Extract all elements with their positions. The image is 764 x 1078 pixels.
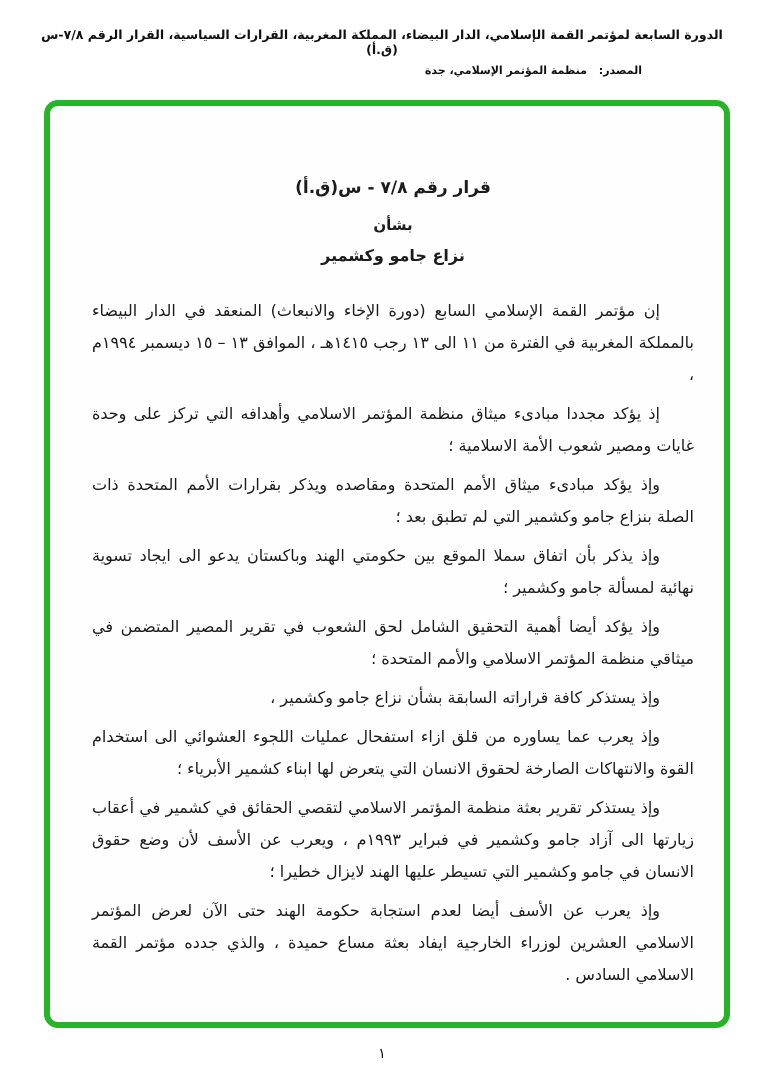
document-header: [0, 0, 764, 77]
header-citation-line: الدورة السابعة لمؤتمر القمة الإسلامي، الدار البيضاء، المملكة المغربية، القرارات السياسية، القرار الرقم ٧/٨-س (ق.أ): [41, 27, 723, 57]
paragraph-clause: وإذ يستذكر تقرير بعثة منظمة المؤتمر الاسلامي لتقصي الحقائق في كشمير في أعقاب زيارتها الى آزاد جامو وكشمير في فبراير ١٩٩٣م ، ويعرب عن الأسف لأن وضع حقوق الانسان في جامو وكشمير التي تسيطر عليها الهند لايزال خطيرا ؛: [92, 798, 695, 881]
source-value: منظمة المؤتمر الإسلامي، جدة: [424, 64, 587, 77]
page-number: ١: [378, 1046, 386, 1062]
paragraph-clause: وإذ يذكر بأن اتفاق سملا الموقع بين حكومتي الهند وباكستان يدعو الى ايجاد تسوية نهائية لمسألة جامو وكشمير ؛: [92, 546, 694, 597]
source-label: المصدر:: [598, 64, 642, 77]
paragraph-clause: وإذ يؤكد أيضا أهمية التحقيق الشامل لحق الشعوب في تقرير المصير المتضمن في ميثاقي منظمة المؤتمر الاسلامي والأمم المتحدة ؛: [92, 617, 694, 668]
header-source-line: [0, 64, 764, 77]
paragraph-clause: وإذ يؤكد مبادىء ميثاق الأمم المتحدة ومقاصده ويذكر بقرارات الأمم المتحدة ذات الصلة بنزاع جامو وكشمير التي لم تطبق بعد ؛: [92, 475, 694, 526]
page-footer: [0, 1046, 764, 1062]
paragraph-clause: إذ يؤكد مجددا مبادىء ميثاق منظمة المؤتمر الاسلامي وأهدافه التي تركز على وحدة غايات ومصير شعوب الأمة الاسلامية ؛: [92, 404, 694, 455]
paragraph-clause: وإذ يعرب عما يساوره من قلق ازاء استفحال عمليات اللجوء العشوائي الى استخدام القوة والانتهاكات الصارخة لحقوق الانسان التي يتعرض لها ابناء كشمير الأبرياء ؛: [92, 727, 694, 778]
paragraph-clause: وإذ يعرب عن الأسف أيضا لعدم استجابة حكومة الهند حتى الآن لعرض المؤتمر الاسلامي العشرين لوزراء الخارجية ايفاد بعثة مساع حميدة ، والذي جدده مؤتمر القمة الاسلامي السادس .: [92, 901, 694, 984]
paragraph-clause: وإذ يستذكر كافة قراراته السابقة بشأن نزاع جامو وكشمير ،: [270, 688, 660, 707]
paragraph-preamble: إن مؤتمر القمة الإسلامي السابع (دورة الإخاء والانبعاث) المنعقد في الدار البيضاء بالمملكة المغربية في الفترة من ١١ الى ١٣ رجب ١٤١٥هـ ، الموافق ١٣ – ١٥ ديسمبر ١٩٩٤م ،: [92, 301, 695, 384]
subject-title: نزاع جامو وكشمير: [321, 246, 465, 265]
scanned-document-frame: [44, 100, 730, 1028]
resolution-number-title: قرار رقم ٧/٨ - س(ق.أ): [295, 178, 491, 198]
document-body: [92, 295, 694, 991]
regarding-label: بشأن: [373, 216, 413, 234]
